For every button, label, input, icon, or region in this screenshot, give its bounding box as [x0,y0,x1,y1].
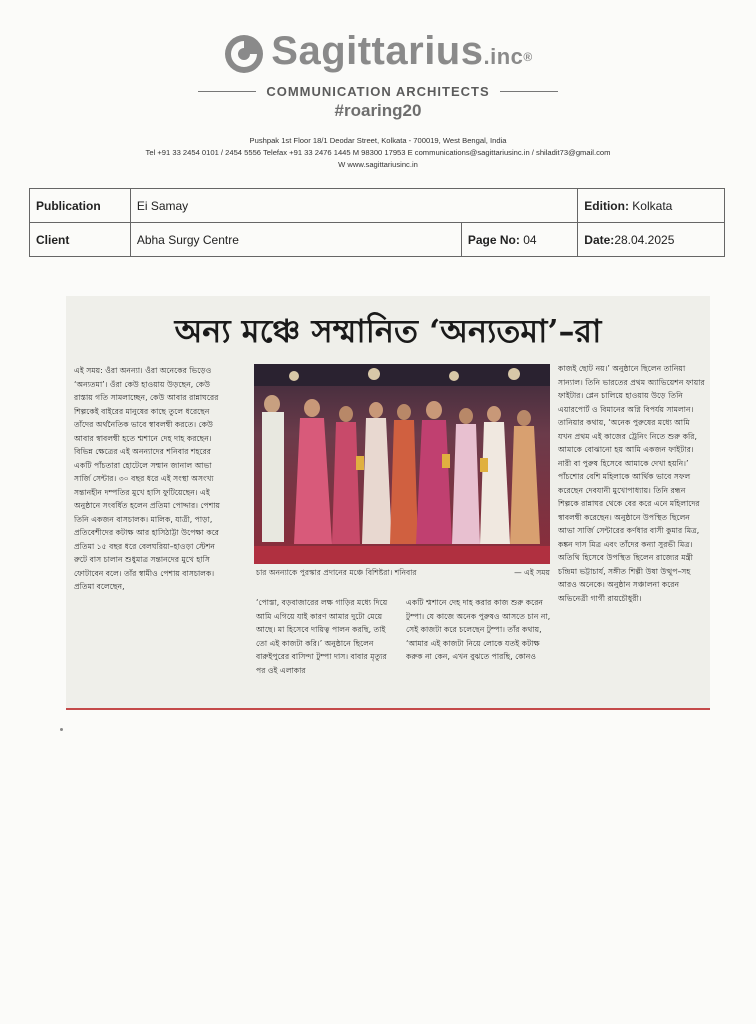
meta-row-publication [30,189,725,223]
sagittarius-logo-icon [223,33,265,75]
logo-suffix: .inc [483,44,524,69]
edition-label: Edition: [584,198,629,213]
article-text-middle-1: ‘পোস্তা, বড়বাজারের লক্ষ গাড়ির মধ্যে দিয়ে আমি এগিয়ে যাই কারণ আমার দুটো মেয়ে আছে। মা হিসেবে দায়িত্ব পালন করছি, তাই তো এই কাজটা করি।’ অনুষ্ঠানে ছিলেন বারুইপুরের বাসিন্দা টুম্পা দাস। বাবার মৃত্যুর পর ওই এলাকার [256,598,388,675]
letterhead [0,30,756,171]
photo-caption-row [256,567,550,580]
event-photo-image [254,364,550,564]
article-column-middle-2 [406,596,552,706]
article-text-right: কাজই ছোট নয়।’ অনুষ্ঠানে ছিলেন তানিয়া সান্যাল। তিনি ভারতের প্রথম অ্যাভিয়েশন ফায়ার ফাইটার। প্লেন চালিয়ে হাওয়ায় উড়ে তিনি এয়ারপোর্ট ও বিমানের অগ্নি বিপর্যয় সামলান। তানিয়ার কথায়, ‘অনেক পুরুষের মধ্যে আমি যখন প্রথম এই কাজের ট্রেনিং নিতে শুরু করি, আমাকে বোঝানো হয় আমি একজন ফাইটার। নারী বা পুরুষ হিসেবে আমাকে দেখা হয়নি।’ পাঁচশোর বেশি মহিলাকে আর্থিক ভাবে সফল করেছেন দেবযানী মুখোপাধ্যায়। তিনি রন্ধন শিল্পকে রান্নাঘর থেকে বের করে এনে মহিলাদের স্বাবলম্বী করেছেন। অনুষ্ঠানে উপস্থিত ছিলেন আভা সার্জি সেন্টারের কর্ণধার বাসী কুমার মিত্র, কঙ্কন দাস মিত্র এবং তাঁদের কন্যা সুরভী মিত্র। অতিথি হিসেবে উপস্থিত ছিলেন রাজ্যের মন্ত্রী চন্দ্রিমা ভট্টাচার্য, সঙ্গীত শিল্পী উষা উত্থুপ–সহ আরও অনেকে। অনুষ্ঠান সঞ্চালনা করেন অভিনেত্রী গার্গী রায়চৌধুরী। [558,364,705,603]
tagline-row [0,84,756,99]
scan-speck [60,728,63,731]
address-line-2: Tel +91 33 2454 0101 / 2454 5556 Telefax +91 33 2476 1445 M 98300 17953 E communications@sagittariusinc.in / shiladit73@gmail.com [145,148,611,157]
event-photo [254,364,550,564]
logo-name: Sagittarius [271,29,484,73]
hashtag: #roaring20 [334,101,422,120]
article-text-left: এই সময়: ওঁরা অনন্যা। ওঁরা অনেকের ভিড়েও ‘অন্যতমা’। ওঁরা কেউ হাওয়ায় উড়ছেন, কেউ রাস্তায় গতি সামলাচ্ছেন, কেউ আবার রান্নাঘরের শিল্পকেই বাইরের মানুষের কাছে তুলে ধরেছেন তাঁদের অর্থনৈতিক ভাবে স্বাবলম্বী করতে। কেউ আবার স্বাবলম্বী হতে শ্মশানে দেহ দাহ করছেন। বিভিন্ন ক্ষেত্রের এই অনন্যাদের শনিবার শহরের একটি পাঁচতারা হোটেলে সম্মান জানাল আভা সার্জি সেন্টার। ৩০ বছর ধরে এই সংস্থা অসংখ্য সন্তানহীন দম্পতির মুখে হাসি ফুটিয়েছেন। এই অনুষ্ঠানে সংবর্ধিত হলেন প্রতিমা পোদ্দার। পেশায় তিনি একজন বাসচালক। মালিক, যাত্রী, পাড়া, প্রতিবেশীদের কটাক্ষ আর হাসিঠাট্টা উপেক্ষা করে প্রতিমা ১৫ বছর ধরে বেলঘরিয়া–হাওড়া স্টেশন রুটে বাস চালান শুধুমাত্র সন্তানদের মুখে হাসি ফোটাবেন বলে। তাঁর স্বামীও পেশায় বাসচালক। প্রতিমা বলেছেন, [74,366,221,591]
publication-value: Ei Samay [130,189,577,223]
article-column-middle-1 [256,596,398,706]
date-value: 28.04.2025 [614,232,675,247]
article-headline: অন্য মঞ্চে সম্মানিত ‘অন্যতমা’–রা [174,312,602,350]
clipping-meta-table [29,188,725,257]
address-line-1: Pushpak 1st Floor 18/1 Deodar Street, Kolkata - 700019, West Bengal, India [249,136,507,145]
article-text-middle-2: একটি শ্মশানে দেহ দাহ করার কাজ শুরু করেন টুম্পা। যে কাজে অনেক পুরুষও আসতে চান না, সেই কাজটা করে চলেছেন টুম্পা। তাঁর কথায়, ‘আমার এই কাজটা নিয়ে লোকে যতই কটাক্ষ করুক না কেন, এখন বুঝতে পারছি, কোনও [406,598,551,661]
article-column-left [74,364,224,704]
client-value: Abha Surgy Centre [130,223,461,257]
page-label: Page No: [467,232,520,247]
client-label: Client [30,223,131,257]
date-cell [578,223,725,257]
newspaper-clipping [66,296,710,710]
publication-label: Publication [30,189,131,223]
tagline-rule-right [500,91,558,92]
edition-cell [578,189,725,223]
article-column-right [558,362,706,702]
page-cell [461,223,577,257]
photo-credit: — এই সময় [514,568,550,577]
logo [0,30,756,78]
tagline-rule-left [198,91,256,92]
tagline: COMMUNICATION ARCHITECTS [266,84,490,99]
page-value: 04 [523,232,537,247]
logo-registered-mark: ® [523,50,533,64]
meta-row-client [30,223,725,257]
photo-caption: চার অনন্যাকে পুরস্কার প্রদানের মঞ্চে বিশিষ্টরা। শনিবার [256,568,417,577]
edition-value: Kolkata [632,198,673,213]
address-block [0,135,756,171]
date-label: Date: [584,232,615,247]
address-line-3: W www.sagittariusinc.in [338,160,418,169]
